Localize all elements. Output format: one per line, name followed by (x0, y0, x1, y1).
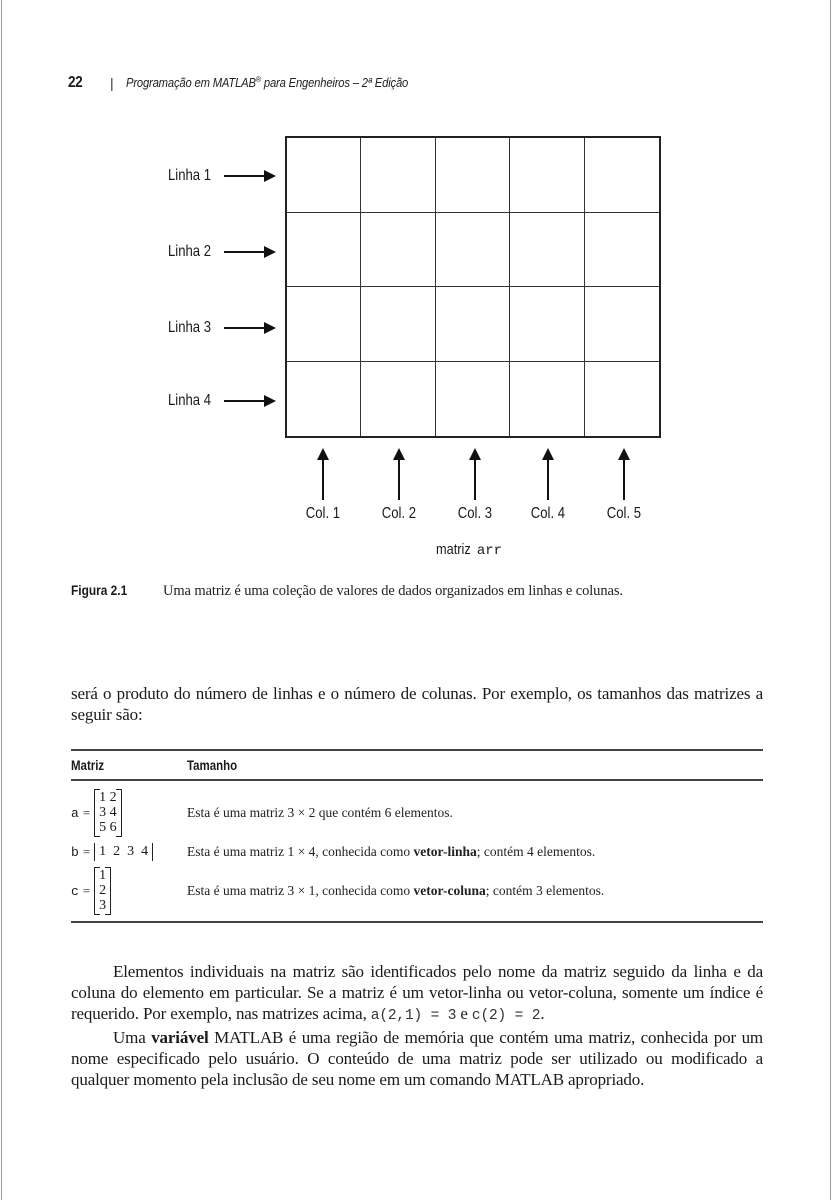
matrix-cell (436, 213, 510, 288)
arrow-up-icon (322, 450, 324, 500)
row-description (187, 844, 595, 860)
matrix-label: matriz (436, 541, 471, 558)
matrix-bracket (94, 843, 153, 861)
table-header-rule (71, 779, 763, 781)
matrix-cell (287, 362, 361, 437)
row-label-text: Linha 3 (168, 319, 212, 336)
code-a21: a(2,1) = 3 (370, 1008, 457, 1024)
figure-caption (71, 582, 623, 600)
matrix-row: 1 (99, 868, 107, 883)
table-bottom-rule (71, 921, 763, 923)
arrow-up-icon (398, 450, 400, 500)
caption-number: Figura 2.1 (71, 582, 128, 598)
col-label-1 (293, 450, 353, 523)
matrix-row: 2 (99, 883, 107, 898)
row-label-text: Linha 2 (168, 243, 212, 260)
matrix-cell (510, 213, 584, 288)
matrix-cell (287, 138, 361, 213)
matrix-row: 3 (99, 898, 107, 913)
equals-sign: = (82, 844, 91, 859)
desc-text: ; contém 4 elementos. (476, 844, 596, 859)
header-separator: | (110, 75, 114, 91)
code-c2: c(2) = 2 (471, 1008, 541, 1024)
matrix-row: 3 4 (99, 805, 117, 820)
matrix-size-table (71, 749, 763, 923)
matrix-cell (361, 213, 435, 288)
col-label-text: Col. 1 (305, 505, 341, 522)
row-label-text: Linha 1 (168, 167, 212, 184)
row-label-text: Linha 4 (168, 392, 212, 409)
matrix-cell (287, 287, 361, 362)
matrix-cell (585, 362, 659, 437)
row-label-4 (168, 391, 274, 411)
intro-paragraph (71, 683, 763, 725)
desc-bold-term: vetor-coluna (413, 883, 486, 898)
table-row (71, 863, 763, 919)
desc-bold-term: vetor-linha (413, 844, 477, 859)
col-label-text: Col. 5 (606, 505, 642, 522)
arrow-right-icon (224, 175, 274, 177)
col-label-3 (445, 450, 505, 523)
matrix-row: 1 2 3 4 (99, 844, 149, 859)
var-name: a (71, 805, 79, 821)
matrix-bracket (94, 789, 122, 837)
para-text: . (540, 1004, 545, 1023)
matrix-bracket (94, 867, 111, 915)
matrix-cell (436, 362, 510, 437)
matrix-cell (585, 287, 659, 362)
col-label-text: Col. 4 (530, 505, 566, 522)
row-label-1 (168, 166, 274, 186)
matrix-cell (585, 213, 659, 288)
matrix-grid (285, 136, 661, 438)
matrix-cell (510, 287, 584, 362)
para-text: MATLAB é uma região de memória que contém uma matriz, conhecida por um nome especificado pelo usuário. O conteúdo de uma matriz pode ser utilizado ou modificado a qualquer momento pela inclusão de seu nome em um comando MATLAB apropriado. (71, 1028, 764, 1089)
row-label-3 (168, 318, 274, 338)
paragraph-variable-text (71, 1027, 763, 1090)
table-row (71, 841, 763, 863)
arrow-right-icon (224, 251, 274, 253)
col-label-text: Col. 2 (381, 505, 417, 522)
table-header (71, 751, 763, 779)
matrix-cell (585, 138, 659, 213)
equals-sign: = (82, 883, 91, 898)
paragraph-elements-text (71, 961, 763, 1027)
registered-mark: ® (255, 75, 261, 85)
matrix-row: 5 6 (99, 820, 117, 835)
desc-text: Esta é uma matriz 1 × 4, conhecida como (187, 844, 414, 859)
matrix-cell (361, 362, 435, 437)
var-name: c (71, 883, 79, 899)
row-description (187, 883, 604, 899)
col-label-5 (594, 450, 654, 523)
matrix-cell (510, 362, 584, 437)
desc-text: ; contém 3 elementos. (485, 883, 605, 898)
arrow-right-icon (224, 327, 274, 329)
matrix-row: 1 2 (99, 790, 117, 805)
header-tamanho: Tamanho (187, 757, 238, 773)
matrix-cell (361, 138, 435, 213)
matrix-a (71, 789, 187, 837)
book-title-main: Programação em MATLAB (125, 76, 256, 91)
row-description (187, 805, 453, 821)
desc-text: Esta é uma matriz 3 × 1, conhecida como (187, 883, 414, 898)
arrow-up-icon (474, 450, 476, 500)
matrix-cell (361, 287, 435, 362)
col-label-text: Col. 3 (457, 505, 493, 522)
matrix-cell (436, 138, 510, 213)
col-label-4 (518, 450, 578, 523)
para-text: Elementos individuais na matriz são identificados pelo nome da matriz seguido da linha e da coluna do elemento em particular. Se a matriz é um vetor-linha ou vetor-coluna, somente um índice é requerido. Por exemplo, nas matrizes acima, (71, 962, 763, 1023)
matrix-cell (510, 138, 584, 213)
matrix-cell (287, 213, 361, 288)
matrix-b (71, 843, 187, 861)
header-matriz: Matriz (71, 757, 105, 773)
col-label-2 (369, 450, 429, 523)
paragraph-elements (71, 961, 763, 1090)
matrix-c (71, 867, 187, 915)
arrow-up-icon (547, 450, 549, 500)
page-number: 22 (68, 74, 83, 91)
equals-sign: = (82, 805, 91, 820)
matrix-var: arr (476, 543, 503, 559)
arrow-up-icon (623, 450, 625, 500)
var-name: b (71, 844, 79, 860)
row-label-2 (168, 242, 274, 262)
book-title-rest: para Engenheiros – 2ª Edição (260, 76, 408, 91)
matrix-name-label (436, 541, 502, 559)
table-row (71, 785, 763, 841)
matrix-cell (436, 287, 510, 362)
para-text: e (456, 1004, 472, 1023)
intro-text: será o produto do número de linhas e o número de colunas. Por exemplo, os tamanhos das matrizes a seguir são: (71, 684, 763, 724)
caption-text: Uma matriz é uma coleção de valores de dados organizados em linhas e colunas. (163, 583, 623, 599)
desc-text: Esta é uma matriz 3 × 2 que contém 6 elementos. (187, 805, 453, 820)
para-text: Uma (113, 1028, 152, 1047)
arrow-right-icon (224, 400, 274, 402)
bold-term-variavel: variável (151, 1028, 209, 1047)
